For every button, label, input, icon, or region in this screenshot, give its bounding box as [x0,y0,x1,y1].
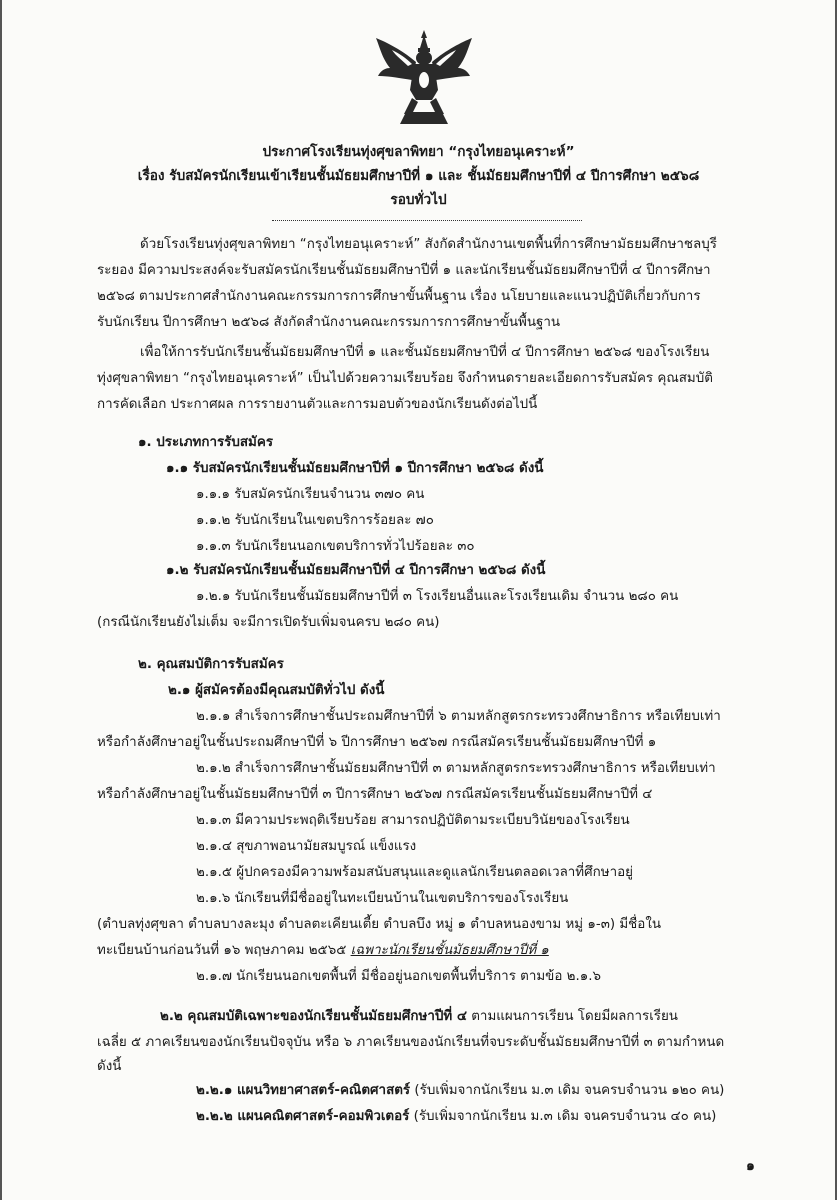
section2-1-item4: ๒.๑.๔ สุขภาพอนามัยสมบูรณ์ แข็งแรง [196,839,417,854]
section2-1-item6-line1: ๒.๑.๖ นักเรียนที่มีชื่ออยู่ในทะเบียนบ้านในเขตบริการของโรงเรียน [196,891,569,906]
section2-1-item2-line2: หรือกำลังศึกษาอยู่ในชั้นมัธยมศึกษาปีที่ ๓ ปีการศึกษา ๒๕๖๗ กรณีสมัครเรียนชั้นมัธยมศึกษาปีที่ ๔ [97,787,653,802]
intro-p2-line3: การคัดเลือก ประกาศผล การรายงานตัวและการมอบตัวของนักเรียนดังต่อไปนี้ [97,397,538,412]
section1-heading: ๑. ประเภทการรับสมัคร [138,435,274,450]
section2-1-item6-date: ทะเบียนบ้านก่อนวันที่ ๑๖ พฤษภาคม ๒๕๖๕ [97,943,351,958]
section2-1-item1-line1: ๒.๑.๑ สำเร็จการศึกษาชั้นประถมศึกษาปีที่ ๖ ตามหลักสูตรกระทรวงศึกษาธิการ หรือเทียบเท่า [196,709,721,724]
intro-p2-line1: เพื่อให้การรับนักเรียนชั้นมัธยมศึกษาปีที่ ๑ และชั้นมัธยมศึกษาปีที่ ๔ ปีการศึกษา ๒๕๖๘ ของโรงเรียน [140,345,710,360]
header-divider [272,220,582,221]
garuda-emblem-icon [372,28,476,126]
section1-2-heading: ๑.๒ รับสมัครนักเรียนชั้นมัธยมศึกษาปีที่ ๔ ปีการศึกษา ๒๕๖๘ ดังนี้ [166,563,546,578]
intro-p1-line4: รับนักเรียน ปีการศึกษา ๒๕๖๘ สังกัดสำนักงานคณะกรรมการการศึกษาขั้นพื้นฐาน [97,315,561,330]
section1-2-item1: ๑.๒.๑ รับนักเรียนชั้นมัธยมศึกษาปีที่ ๓ โรงเรียนอื่นและโรงเรียนเดิม จำนวน ๒๘๐ คน [196,589,679,604]
section2-1-item6-line3 [97,942,549,960]
section2-1-item5: ๒.๑.๕ ผู้ปกครองมีความพร้อมสนับสนุนและดูแลนักเรียนตลอดเวลาที่ศึกษาอยู่ [196,865,633,880]
intro-p1-line2: ระยอง มีความประสงค์จะรับสมัครนักเรียนชั้นมัธยมศึกษาปีที่ ๑ และนักเรียนชั้นมัธยมศึกษาปีที่ ๔ ปีการศึกษา [97,263,711,278]
section2-2-line1 [160,1008,678,1026]
page-number: ๑ [746,1158,755,1174]
announcement-title: ประกาศโรงเรียนทุ่งศุขลาพิทยา “กรุงไทยอนุเคราะห์” [262,144,575,160]
section2-1-item6-line2: (ตำบลทุ่งศุขลา ตำบลบางละมุง ตำบลตะเคียนเตี้ย ตำบลบึง หมู่ ๑ ตำบลหนองขาม หมู่ ๑-๓) มีชื่อใน [97,917,662,932]
section2-heading: ๒. คุณสมบัติการรับสมัคร [138,657,284,672]
intro-p1-line3: ๒๕๖๘ ตามประกาศสำนักงานคณะกรรมการการศึกษาขั้นพื้นฐาน เรื่อง นโยบายและแนวปฏิบัติเกี่ยวกับการ [97,289,701,304]
section2-2-line2: เฉลี่ย ๕ ภาคเรียนของนักเรียนปัจจุบัน หรือ ๖ ภาคเรียนของนักเรียนที่จบระดับชั้นมัธยมศึกษาปีที่ ๓ ตามกำหนด [97,1035,725,1050]
announcement-subject: เรื่อง รับสมัครนักเรียนเข้าเรียนชั้นมัธยมศึกษาปีที่ ๑ และ ชั้นมัธยมศึกษาปีที่ ๔ ปีการศึกษา ๒๕๖๘ [137,168,700,184]
section2-1-item6-emphasis: เฉพาะนักเรียนชั้นมัธยมศึกษาปีที่ ๑ [350,943,549,958]
intro-p1-line1: ด้วยโรงเรียนทุ่งศุขลาพิทยา “กรุงไทยอนุเคราะห์” สังกัดสำนักงานเขตพื้นที่การศึกษามัธยมศึกษาชลบุรี [140,237,717,252]
plan2-detail: (รับเพิ่มจากนักเรียน ม.๓ เดิม จนครบจำนวน ๔๐ คน) [409,1109,717,1124]
plan1-name: ๒.๒.๑ แผนวิทยาศาสตร์-คณิตศาสตร์ [196,1083,411,1098]
section2-2-heading-rest: ตามแผนการเรียน โดยมีผลการเรียน [466,1009,678,1024]
section2-1-heading: ๒.๑ ผู้สมัครต้องมีคุณสมบัติทั่วไป ดังนี้ [168,683,385,698]
section2-2-heading: ๒.๒ คุณสมบัติเฉพาะของนักเรียนชั้นมัธยมศึกษาปีที่ ๔ [160,1009,467,1024]
plan2-name: ๒.๒.๒ แผนคณิตศาสตร์-คอมพิวเตอร์ [196,1109,410,1124]
section2-2-line3: ดังนี้ [97,1059,122,1074]
section2-1-item1-line2: หรือกำลังศึกษาอยู่ในชั้นประถมศึกษาปีที่ ๖ ปีการศึกษา ๒๕๖๗ กรณีสมัครเรียนชั้นมัธยมศึกษาปีที่ ๑ [97,735,657,750]
section1-1-item1: ๑.๑.๑ รับสมัครนักเรียนจำนวน ๓๗๐ คน [196,487,425,502]
section1-1-item3: ๑.๑.๓ รับนักเรียนนอกเขตบริการทั่วไปร้อยละ ๓๐ [196,539,475,554]
section2-2-plan1 [196,1082,724,1100]
section2-1-item2-line1: ๒.๑.๒ สำเร็จการศึกษาชั้นมัธยมศึกษาปีที่ ๓ ตามหลักสูตรกระทรวงศึกษาธิการ หรือเทียบเท่า [196,761,716,776]
section2-1-item3: ๒.๑.๓ มีความประพฤติเรียบร้อย สามารถปฏิบัติตามระเบียบวินัยของโรงเรียน [196,813,630,828]
intro-p2-line2: ทุ่งศุขลาพิทยา “กรุงไทยอนุเคราะห์” เป็นไปด้วยความเรียบร้อย จึงกำหนดรายละเอียดการรับสมัคร คุณสมบัติ [97,371,713,386]
announcement-round: รอบทั่วไป [390,192,447,208]
plan1-detail: (รับเพิ่มจากนักเรียน ม.๓ เดิม จนครบจำนวน ๑๒๐ คน) [410,1083,725,1098]
section2-1-item7: ๒.๑.๗ นักเรียนนอกเขตพื้นที่ มีชื่ออยู่นอกเขตพื้นที่บริการ ตามข้อ ๒.๑.๖ [196,969,601,984]
section2-2-plan2 [196,1108,716,1126]
section1-1-item2: ๑.๑.๒ รับนักเรียนในเขตบริการร้อยละ ๗๐ [196,513,434,528]
section1-2-note: (กรณีนักเรียนยังไม่เต็ม จะมีการเปิดรับเพิ่มจนครบ ๒๘๐ คน) [97,615,440,630]
section1-1-heading: ๑.๑ รับสมัครนักเรียนชั้นมัธยมศึกษาปีที่ ๑ ปีการศึกษา ๒๕๖๘ ดังนี้ [166,461,544,476]
